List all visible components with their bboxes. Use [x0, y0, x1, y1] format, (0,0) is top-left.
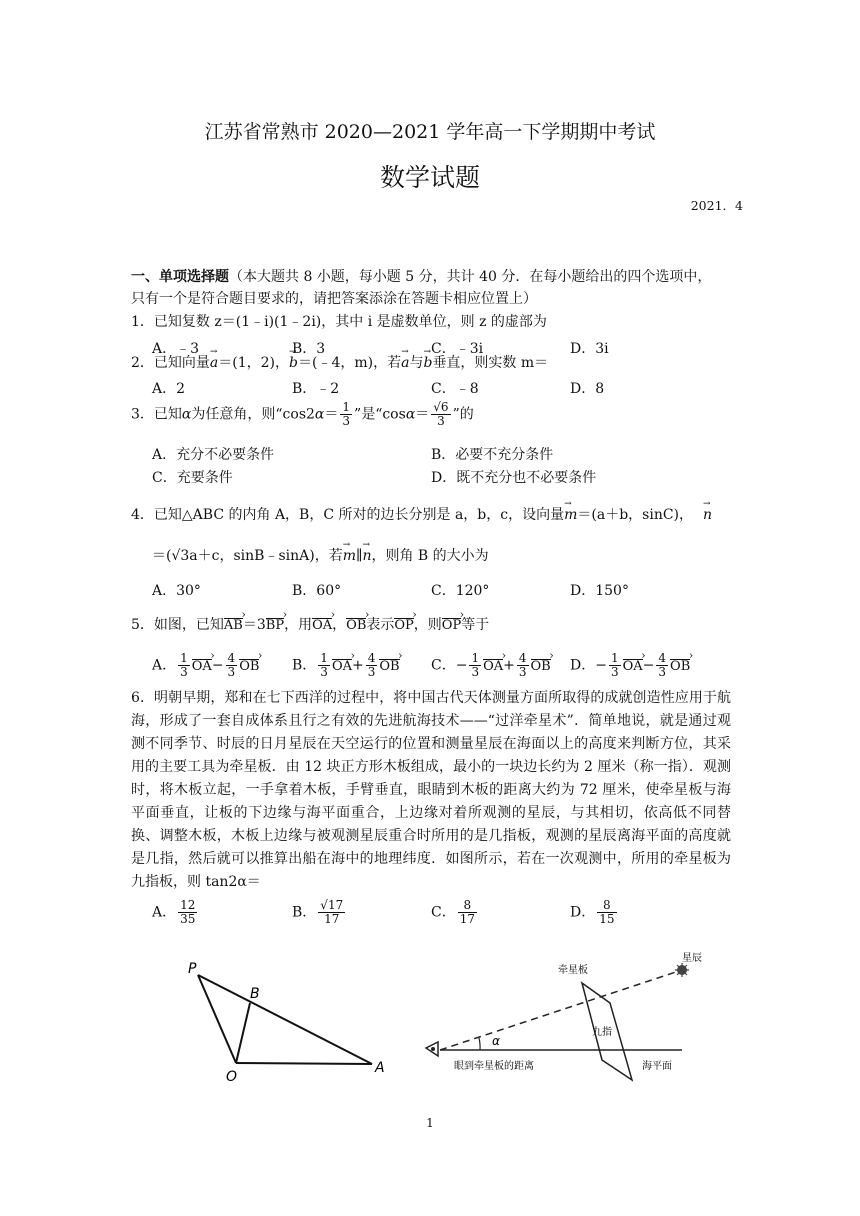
section-desc-1: （本大题共 8 小题，每小题 5 分，共计 40 分．在每小题给出的四个选项中，: [229, 269, 712, 285]
q4-text-4: a＋c，sinB﹣sinA)，若: [189, 548, 343, 564]
numerator: 8: [458, 899, 477, 913]
option-label: D．: [570, 657, 596, 674]
q4-text-2: ＝(a＋b，sinC)，: [577, 507, 694, 523]
eye-pupil-icon: [431, 1047, 435, 1051]
q2-option-d: D．8: [570, 381, 605, 397]
fraction: [458, 899, 477, 926]
fraction-sqrt6-third: [431, 401, 450, 428]
exam-title: 江苏省常熟市 2020—2021 学年高一下学期期中考试: [204, 121, 656, 143]
vector-b: → b: [289, 352, 298, 374]
q2-text-3: ＝(﹣4，m)，若: [298, 355, 402, 371]
segment-PA: [198, 975, 372, 1064]
option-label: B．: [292, 904, 317, 921]
page-number: 1: [426, 1116, 434, 1130]
q5-text-4: 表示: [366, 617, 395, 633]
section-heading: 一、单项选择题: [131, 269, 229, 285]
fraction: [366, 652, 378, 679]
q4-option-d: D．150°: [570, 583, 629, 599]
q2-option-b: B．﹣2: [292, 381, 340, 397]
q2-text-5: 垂直，则实数 m＝: [432, 355, 549, 371]
denominator: 3: [367, 665, 376, 679]
numerator: √17: [320, 898, 344, 912]
numerator: 4: [658, 651, 667, 665]
q4-text-6: ，则角 B 的大小为: [371, 548, 489, 564]
denominator: 17: [324, 912, 340, 926]
option-label: D．: [570, 904, 596, 921]
q1-option-d: D．3i: [570, 341, 609, 357]
denominator: 3: [180, 665, 188, 679]
numerator: 1: [342, 400, 351, 414]
section-desc-2: 只有一个是符合题目要求的，请把答案添涂在答题卡相应位置上）: [131, 291, 537, 307]
q3-text-2: 为任意角，则“cos2: [191, 406, 315, 423]
denominator: 3: [227, 665, 236, 679]
q5-option-d: [570, 652, 690, 679]
q4-stem-line1: [131, 504, 712, 526]
q6-option-d: [570, 899, 619, 926]
numerator: 8: [597, 899, 616, 913]
denominator: 3: [437, 414, 445, 428]
numerator: 1: [180, 651, 188, 665]
denominator: 15: [599, 912, 615, 926]
vector-a-2: → a: [401, 352, 409, 374]
q3-option-d: D．既不充分也不必要条件: [431, 470, 597, 486]
vector-OA: OA ›: [192, 659, 212, 674]
option-label: B．: [292, 657, 317, 674]
minus-sign: −: [595, 657, 607, 674]
q1-option-a: A．﹣3: [152, 341, 200, 357]
numerator: √6: [433, 400, 449, 414]
star-label: 星辰: [682, 953, 702, 964]
eye-distance-label: 眼到牵星板的距离: [454, 1061, 534, 1072]
numerator: 1: [320, 651, 328, 665]
q1-option-c: C．﹣3i: [431, 341, 484, 357]
fraction: [597, 899, 616, 926]
q5-eq: ＝3: [242, 617, 266, 633]
q4-option-a: A．30°: [152, 583, 201, 599]
denominator: 3: [610, 665, 619, 679]
q2-option-a: A．2: [152, 381, 186, 397]
alpha-symbol: α: [405, 406, 416, 423]
triangle-figure: [180, 955, 400, 1085]
denominator: 3: [518, 665, 527, 679]
q5-text-2: ，用: [284, 617, 313, 633]
nine-finger-label: 九指: [592, 1027, 612, 1038]
q6-option-b: [292, 899, 347, 926]
parallel-symbol: ∥: [355, 548, 363, 564]
q5-text-5: ，则: [413, 617, 442, 633]
q5-text-1: 5．如图，已知: [131, 617, 224, 633]
vector-a: → a: [210, 352, 218, 374]
denominator: 17: [459, 912, 475, 926]
vector-OB: OB ›: [346, 618, 366, 633]
fraction: [609, 652, 621, 679]
q3-text-4: ”是“cos: [354, 406, 406, 423]
q3-stem: [131, 401, 474, 428]
fraction: [318, 899, 345, 926]
q5-stem: [131, 614, 489, 636]
vector-OB: OB ›: [531, 659, 551, 674]
numerator: 1: [471, 651, 480, 665]
minus-sign: −: [642, 657, 655, 674]
option-label: C．: [431, 904, 456, 921]
denominator: 3: [320, 665, 328, 679]
q3-text-1: 3．已知: [131, 406, 182, 423]
alpha-symbol: α: [314, 406, 325, 423]
vector-b-2: → b: [423, 352, 432, 374]
q3-option-b: B．必要不充分条件: [431, 447, 554, 463]
plus-sign: +: [503, 657, 515, 674]
q3-text-3: ＝: [324, 406, 339, 423]
label-A: A: [375, 1060, 385, 1076]
q2-text-4: 与: [409, 355, 424, 371]
q4-stem-line2: [152, 545, 489, 567]
q5-text-6: 等于: [461, 617, 490, 633]
q4-text-3: ＝(: [152, 548, 172, 564]
star-rays-icon: [675, 963, 689, 977]
vector-OP: OP ›: [394, 618, 413, 633]
alpha-label: α: [492, 1034, 500, 1048]
q5-option-b: [292, 652, 400, 679]
exam-date: 2021．4: [690, 198, 743, 213]
star-board-figure: [420, 945, 710, 1085]
vector-m-2: → m: [343, 545, 356, 567]
vector-BP: BP ›: [266, 618, 284, 633]
q5-option-c: [431, 652, 551, 679]
segment-PO: [198, 975, 236, 1063]
q3-option-a: A．充分不必要条件: [152, 447, 275, 463]
fraction: [469, 652, 481, 679]
fraction: [656, 652, 668, 679]
section-heading-line1: [131, 266, 711, 288]
vector-OP-2: OP ›: [442, 618, 461, 633]
numerator: 4: [518, 651, 527, 665]
q2-text-2: ＝(1，2)，: [218, 355, 290, 371]
vector-OB: OB ›: [239, 659, 259, 674]
vector-OA: OA ›: [312, 618, 332, 633]
q3-text-5: ＝: [415, 406, 430, 423]
numerator: 4: [367, 651, 376, 665]
q1-stem: 1．已知复数 z＝(1﹣i)(1﹣2i)，其中 i 是虚数单位，则 z 的虚部为: [131, 314, 547, 330]
sqrt3: √3: [171, 548, 190, 564]
vector-OB: OB ›: [670, 659, 690, 674]
numerator: 12: [180, 898, 196, 912]
angle-arc: [479, 1038, 480, 1050]
plus-sign: +: [351, 657, 364, 674]
vector-OB: OB ›: [379, 659, 399, 674]
label-B: B: [250, 986, 260, 1002]
q3-text-6: ”的: [452, 406, 474, 423]
q6-option-a: [152, 899, 199, 926]
numerator: 1: [610, 651, 619, 665]
denominator: 35: [180, 912, 196, 926]
vector-OA: OA ›: [483, 659, 503, 674]
vector-n: → n: [703, 504, 712, 526]
q4-text-1: 4．已知△ABC 的内角 A，B，C 所对的边长分别是 a，b，c，设向量: [131, 507, 565, 523]
denominator: 3: [658, 665, 667, 679]
vector-m: → m: [564, 504, 577, 526]
fraction: [517, 652, 529, 679]
vector-OA: OA ›: [332, 659, 352, 674]
segment-OB: [236, 1003, 250, 1063]
q5-text-3: ，: [332, 617, 347, 633]
option-label: A．: [152, 657, 177, 674]
q4-option-b: B．60°: [292, 583, 342, 599]
option-label: C．: [431, 657, 456, 674]
q2-text-1: 2．已知向量: [131, 355, 210, 371]
sight-line: [440, 970, 682, 1050]
denominator: 3: [342, 414, 351, 428]
board-label: 牵星板: [558, 965, 588, 976]
alpha-symbol: α: [181, 406, 192, 423]
q1-option-b: B．3: [292, 341, 326, 357]
label-P: P: [188, 961, 197, 977]
q2-stem: [131, 352, 548, 374]
option-label: A．: [152, 904, 177, 921]
fraction: [226, 652, 238, 679]
segment-OA: [236, 1063, 372, 1064]
q5-option-a: [152, 652, 259, 679]
exam-subtitle: 数学试题: [379, 163, 480, 192]
q4-option-c: C．120°: [431, 583, 490, 599]
label-O: O: [226, 1069, 238, 1085]
fraction: [178, 899, 197, 926]
q2-option-c: C．﹣8: [431, 381, 479, 397]
minus-sign: −: [455, 657, 468, 674]
minus-sign: −: [211, 657, 224, 674]
denominator: 3: [471, 665, 480, 679]
q6-stem: 6．明朝早期，郑和在七下西洋的过程中，将中国古代天体测量方面所取得的成就创造性应用于航海，形成了一套自成体系且行之有效的先进航海技术——“过洋牵星术”．简单地说，就是通过观测不同季节、时辰的日月星辰在天空运行的位置和测量星辰在海面以上的高度来判断方位，其采用的主要工具为牵星板．由 12 块正方形木板组成，最小的一块边长约为 2 厘米（称一指）．观测时，将木板立起，一手拿着木板，手臂垂直，眼睛到木板的距离大约为 72 厘米，使牵星板与海平面垂直，让板的下边缘与海平面重合，上边缘对着所观测的星辰，与其相切，依高低不同替换、调整木板，木板上边缘与被观测星辰重合时所用的是几指板，观测的星辰离海平面的高度就是几指，然后就可以推算出船在海中的地理纬度．如图所示，若在一次观测中，所用的牵星板为九指板，则 tan2α＝: [131, 690, 731, 890]
q6-option-c: [431, 899, 479, 926]
fraction: [178, 652, 190, 679]
numerator: 4: [227, 651, 236, 665]
fraction-one-third: [340, 401, 352, 428]
vector-OA: OA ›: [623, 659, 643, 674]
q3-option-c: C．充要条件: [152, 470, 233, 486]
vector-n-2: → n: [362, 545, 371, 567]
fraction: [318, 652, 330, 679]
sea-level-label: 海平面: [642, 1061, 672, 1072]
vector-AB: AB ›: [224, 618, 243, 633]
